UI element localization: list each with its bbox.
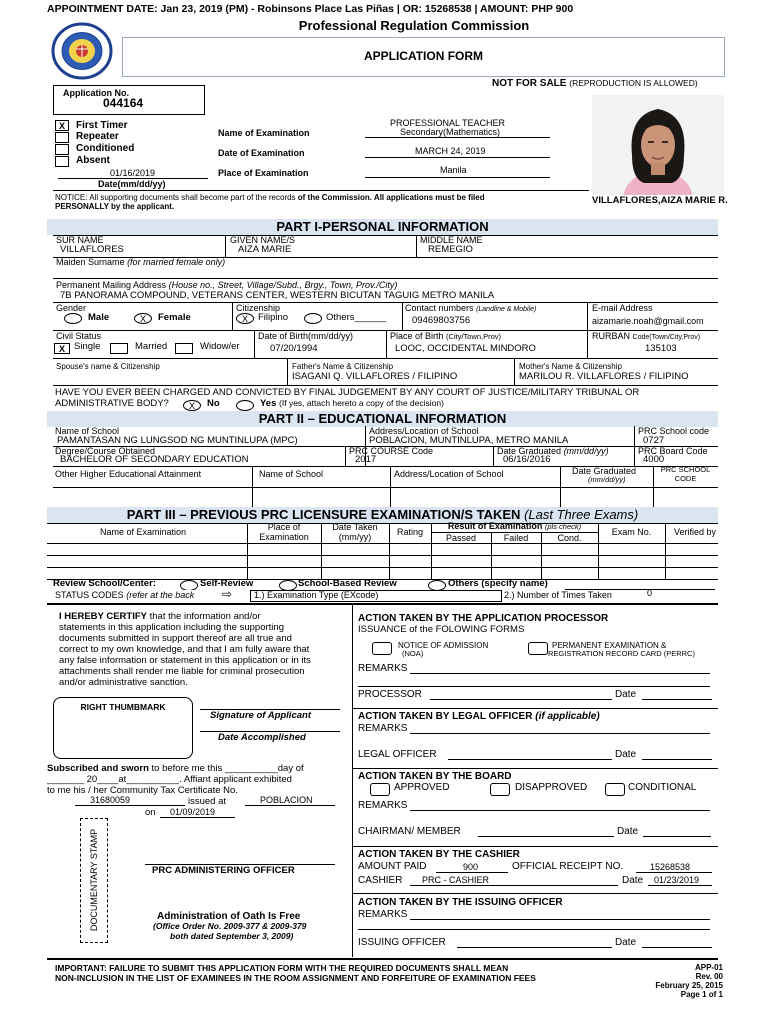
amount-paid-value: 900 (463, 862, 479, 872)
gender-label: Gender (56, 303, 87, 313)
notice-text: NOTICE: All supporting documents shall become part of the records of the Commission. All applications must be filed (55, 193, 485, 202)
receipt-value: 15268538 (650, 862, 691, 872)
dob-value: 07/20/1994 (270, 343, 318, 354)
thumbmark-label: RIGHT THUMBMARK (80, 702, 166, 712)
single-label: Single (74, 341, 101, 352)
address-value: 7B PANORAMA COMPOUND, VETERANS CENTER, WESTERN BICUTAN TAGUIG METRO MANILA (60, 290, 495, 301)
civil-status-label: Civil Status (56, 331, 102, 341)
first-timer-label: First Timer (76, 120, 128, 131)
email-value: aizamarie.noah@gmail.com (592, 316, 704, 326)
processor-label: PROCESSOR (358, 689, 422, 700)
status-code-1: 1.) Examination Type (EXcode) (254, 590, 379, 600)
grad-date-value: 06/16/2016 (503, 454, 551, 465)
filipino-radio[interactable]: X (236, 313, 254, 324)
citizenship-label: Citizenship (236, 303, 281, 313)
other-school-label: Name of School (259, 469, 324, 479)
chairman-label: CHAIRMAN/ MEMBER (358, 826, 461, 837)
maiden-surname-label: Maiden Surname (for married female only) (56, 257, 226, 267)
mother-label: Mother's Name & Citizenship (519, 362, 622, 371)
legal-title: ACTION TAKEN BY LEGAL OFFICER (if applicable) (358, 711, 600, 722)
other-grad-note: (mm/dd/yy) (588, 475, 626, 484)
exam-date-label: Date of Examination (218, 148, 305, 158)
applicant-photo (592, 95, 728, 207)
issuing-title: ACTION TAKEN BY THE ISSUING OFFICER (358, 897, 563, 908)
on-label: on (145, 807, 156, 818)
exam-place-label: Place of Examination (218, 168, 309, 178)
single-checkbox[interactable]: X (54, 343, 70, 354)
form-title: APPLICATION FORM (363, 49, 484, 63)
course-code-value: 2017 (355, 454, 377, 465)
photo-caption: VILLAFLORES,AIZA MARIE R. (592, 195, 728, 206)
father-label: Father's Name & Citizenship (292, 362, 394, 371)
col-passed: Passed (445, 533, 477, 543)
rurban-label: RURBAN Code(Town/City,Prov) (592, 331, 701, 341)
other-code-label-2: CODE (674, 474, 697, 483)
application-no-label: Application No. (63, 88, 129, 98)
sworn-line-1: Subscribed and sworn to before me this __________day of (47, 763, 304, 774)
spouse-label: Spouse's name & Citizenship (56, 362, 160, 371)
conditioned-checkbox[interactable] (55, 144, 69, 155)
school-based-label: School-Based Review (298, 578, 397, 589)
signature-label: Signature of Applicant (210, 710, 311, 721)
charged-question-2: ADMINISTRATIVE BODY? (55, 398, 169, 409)
school-label: Name of School (55, 426, 120, 436)
contact-label: Contact numbers (Landline & Mobile) (405, 303, 537, 313)
status-date: 01/16/2019 (110, 168, 156, 178)
perrc-checkbox[interactable] (528, 642, 548, 655)
form-rev: Rev. 00 (695, 972, 723, 981)
cashier-date-label: Date (622, 875, 644, 886)
cashier-label: CASHIER (358, 875, 403, 886)
self-review-label: Self-Review (200, 578, 254, 589)
conditioned-label: Conditioned (76, 143, 135, 154)
school-address-value: POBLACION, MUNTINLUPA, METRO MANILA (369, 435, 569, 446)
processor-title: ACTION TAKEN BY THE APPLICATION PROCESSOR (358, 613, 609, 624)
certify-line-6: attachments shall render me liable for criminal prosecution (59, 666, 305, 677)
repeater-label: Repeater (76, 131, 119, 142)
prc-school-code-label: PRC School code (638, 426, 710, 436)
exam-subject-value: Secondary(Mathematics) (400, 127, 501, 137)
others-label: Others______ (326, 312, 387, 323)
status-date-label: Date(mm/dd/yy) (98, 179, 166, 189)
col-place: Place of (267, 522, 301, 532)
given-name-label: GIVEN NAME/S (230, 235, 296, 245)
exam-place-value: Manila (440, 165, 467, 175)
surname-label: SUR NAME (56, 235, 104, 245)
documentary-stamp-label: DOCUMENTARY STAMP (88, 828, 99, 932)
legal-remarks-label: REMARKS (358, 723, 408, 734)
amount-paid-label: AMOUNT PAID (358, 861, 427, 872)
part3-title: PART III – PREVIOUS PRC LICENSURE EXAMINATION/S TAKEN (Last Three Exams) (47, 507, 718, 523)
sworn-line-3: to me his / her Community Tax Certificate No. (47, 785, 238, 796)
on-date: 01/09/2019 (170, 807, 216, 817)
application-number: 044164 (103, 96, 144, 110)
widow-checkbox[interactable] (175, 343, 193, 354)
noa-label: NOTICE OF ADMISSION (398, 641, 489, 650)
board-date-label: Date (617, 826, 639, 837)
appointment-line: APPOINTMENT DATE: Jan 23, 2019 (PM) - Robinsons Place Las Piñas | OR: 15268538 | AMOUNT: PHP 900 (47, 3, 574, 15)
widow-label: Widow/er (200, 341, 240, 352)
male-label: Male (88, 312, 110, 323)
oath-title: Administration of Oath Is Free (157, 911, 301, 922)
issuing-date-label: Date (615, 937, 637, 948)
other-education-label: Other Higher Educational Attainment (55, 469, 202, 479)
filipino-label: Filipino (258, 312, 289, 323)
issued-at-label: issued at (188, 796, 227, 807)
board-code-label: PRC Board Code (638, 446, 708, 456)
no-label: No (207, 398, 220, 409)
form-date: February 25, 2015 (655, 981, 723, 990)
issuance-label: ISSUANCE of the FOLOWING FORMS (358, 624, 525, 635)
issuing-officer-label: ISSUING OFFICER (358, 937, 446, 948)
address-label: Permanent Mailing Address (House no., Street, Village/Subd., Brgy., Town, Prov./City) (56, 280, 398, 290)
father-value: ISAGANI Q. VILLAFLORES / FILIPINO (292, 371, 458, 382)
administering-officer-label: PRC ADMINISTERING OFFICER (152, 865, 295, 876)
school-value: PAMANTASAN NG LUNGSOD NG MUNTINLUPA (MPC) (57, 435, 298, 446)
degree-value: BACHELOR OF SECONDARY EDUCATION (60, 454, 249, 465)
exam-date-value: MARCH 24, 2019 (415, 146, 486, 156)
perrc-label-2: REGISTRATION RECORD CARD (PERRC) (548, 649, 695, 658)
approved-label: APPROVED (394, 782, 450, 793)
disapproved-checkbox[interactable] (490, 783, 510, 796)
approved-checkbox[interactable] (370, 783, 390, 796)
middle-name-label: MIDDLE NAME (420, 235, 483, 245)
status-code-2: 2.) Number of Times Taken (504, 590, 612, 600)
first-timer-checkbox[interactable]: X (55, 120, 69, 131)
school-address-label: Address/Location of School (369, 426, 479, 436)
rurban-value: 135103 (645, 343, 677, 354)
col-date: Date Taken (332, 522, 378, 532)
certify-line-7: and/or administrative sanction. (59, 677, 188, 688)
issuing-remarks-label: REMARKS (358, 909, 408, 920)
col-rating: Rating (396, 527, 423, 537)
col-cond: Cond. (557, 533, 582, 543)
status-codes-label: STATUS CODES (refer at the back (55, 590, 195, 600)
noa-label-2: (NOA) (402, 649, 424, 658)
legal-date-label: Date (615, 749, 637, 760)
disapproved-label: DISAPPROVED (515, 782, 588, 793)
noa-checkbox[interactable] (372, 642, 392, 655)
part1-title: PART I-PERSONAL INFORMATION (47, 219, 718, 235)
prc-school-code-value: 0727 (643, 435, 665, 446)
important-line-1: IMPORTANT: FAILURE TO SUBMIT THIS APPLICATION FORM WITH THE REQUIRED DOCUMENTS SHALL MEAN (55, 963, 509, 973)
cashier-value: PRC - CASHIER (422, 875, 490, 885)
exam-name-label: Name of Examination (218, 128, 310, 138)
certify-line-4: correct to my own knowledge, and that I am fully aware that (59, 644, 310, 655)
perrc-label: PERMANENT EXAMINATION & (552, 641, 667, 650)
processor-remarks-label: REMARKS (358, 663, 408, 674)
middle-name-value: REMEGIO (428, 244, 473, 255)
conditional-checkbox[interactable] (605, 783, 625, 796)
board-remarks-label: REMARKS (358, 800, 408, 811)
exam-name-value: PROFESSIONAL TEACHER (390, 118, 506, 128)
cashier-date-value: 01/23/2019 (654, 875, 700, 885)
oath-note-1: (Office Order No. 2009-377 & 2009-379 (153, 921, 307, 931)
certify-line-1: I HEREBY CERTIFY that the information and/or (59, 611, 261, 622)
absent-label: Absent (76, 155, 110, 166)
processor-date-label: Date (615, 689, 637, 700)
female-label: Female (158, 312, 191, 323)
important-line-2: NON-INCLUSION IN THE LIST OF EXAMINEES IN THE ROOM ASSIGNMENT AND FORFEITURE OF EXAMINATION FEES (55, 973, 536, 983)
other-grad-label: Date Graduated (572, 466, 637, 476)
oath-note-2: both dated September 3, 2009) (170, 931, 294, 941)
male-radio[interactable] (64, 313, 82, 324)
notice-text-2: PERSONALLY by the applicant. (55, 202, 175, 211)
date-accomplished-label: Date Accomplished (218, 732, 306, 743)
others-radio[interactable] (304, 313, 322, 324)
other-code-label: PRC SCHOOL (660, 465, 711, 474)
certify-line-5: any false information or statement in this application or in its (59, 655, 311, 666)
yes-radio[interactable] (236, 400, 254, 411)
pob-label: Place of Birth (City/Town,Prov) (390, 331, 502, 341)
review-school-label: Review School/Center: (53, 578, 156, 589)
col-exam-no: Exam No. (611, 527, 652, 537)
certify-line-3: documents submitted in support thereof are all true and (59, 633, 292, 644)
col-result: Result of Examination (pls check) (447, 521, 582, 531)
email-label: E-mail Address (592, 303, 653, 313)
repeater-checkbox[interactable] (55, 132, 69, 143)
cashier-title: ACTION TAKEN BY THE CASHIER (358, 849, 520, 860)
absent-checkbox[interactable] (55, 156, 69, 167)
contact-value: 09469803756 (412, 315, 471, 326)
col-place-2: Examination (259, 532, 309, 542)
given-name-value: AIZA MARIE (238, 244, 292, 255)
grad-date-label: Date Graduated (mm/dd/yy) (497, 446, 609, 456)
course-code-label: PRC COURSE Code (349, 446, 434, 456)
issued-place: POBLACION (260, 795, 313, 805)
female-radio[interactable]: X (134, 313, 152, 324)
legal-officer-label: LEGAL OFFICER (358, 749, 437, 760)
form-page: Page 1 of 1 (680, 990, 723, 999)
certify-line-2: statements in this application including the supporting (59, 622, 284, 633)
part2-title: PART II – EDUCATIONAL INFORMATION (47, 411, 718, 427)
married-label: Married (135, 341, 168, 352)
board-code-value: 4000 (643, 454, 665, 465)
conditional-label: CONDITIONAL (628, 782, 697, 793)
sworn-line-2: _______ 20____at__________. Affiant applicant exhibited (47, 774, 292, 785)
surname-value: VILLAFLORES (60, 244, 124, 255)
charged-question: HAVE YOU EVER BEEN CHARGED AND CONVICTED BY FINAL JUDGEMENT BY ANY COURT OF JUSTICE/MILITARY TRIBUNAL OR (55, 387, 640, 398)
col-date-2: (mm/yy) (338, 532, 372, 542)
married-checkbox[interactable] (110, 343, 128, 354)
status-code-2-value: 0 (647, 588, 653, 598)
agency-name: Professional Regulation Commission (298, 18, 530, 33)
col-verified: Verified by (673, 527, 717, 537)
mother-value: MARILOU R. VILLAFLORES / FILIPINO (519, 371, 689, 382)
no-radio[interactable]: X (183, 400, 201, 411)
ctc-number: 31680059 (90, 795, 131, 805)
dob-label: Date of Birth(mm/dd/yy) (258, 331, 354, 341)
col-failed: Failed (503, 533, 529, 543)
degree-label: Degree/Course Obtained (55, 446, 156, 456)
form-code: APP-01 (694, 963, 723, 972)
pob-value: LOOC, OCCIDENTAL MINDORO (395, 343, 536, 354)
other-address-label: Address/Location of School (394, 469, 504, 479)
others-review-label: Others (specify name) (448, 578, 548, 589)
receipt-label: OFFICIAL RECEIPT NO. (512, 861, 624, 872)
col-exam-name: Name of Examination (100, 527, 187, 537)
board-title: ACTION TAKEN BY THE BOARD (358, 771, 512, 782)
yes-label: Yes (If yes, attach hereto a copy of the decision) (260, 398, 444, 409)
not-for-sale: NOT FOR SALE (REPRODUCTION IS ALLOWED) (492, 78, 698, 89)
arrow-right-icon: ⇨ (222, 587, 233, 601)
